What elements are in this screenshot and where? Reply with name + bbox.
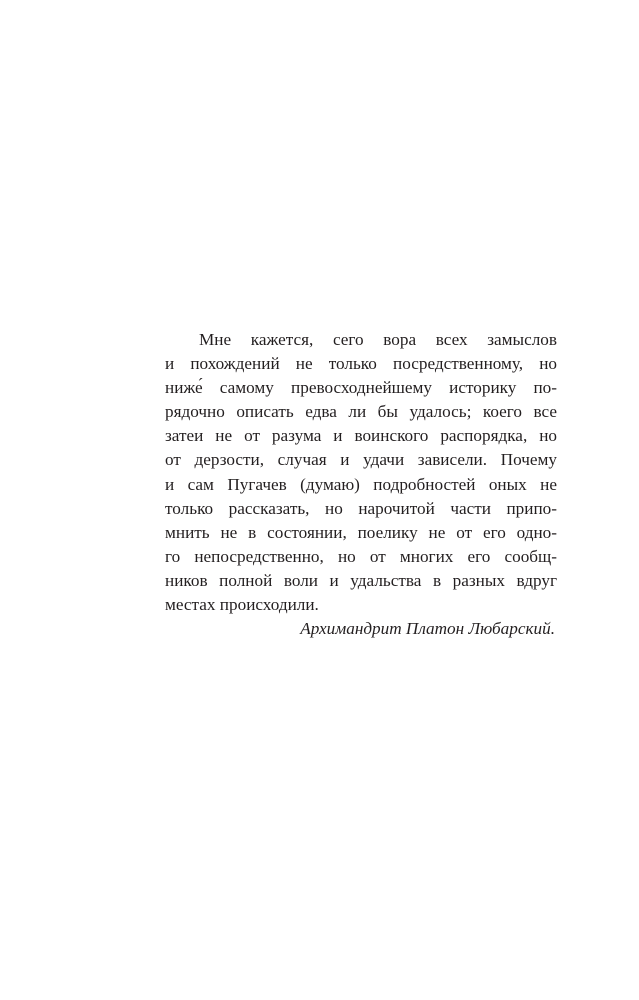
epigraph-line: только рассказать, но нарочитой части припо-	[165, 498, 557, 518]
epigraph-line: и сам Пугачев (думаю) подробностей оных не	[165, 474, 557, 494]
epigraph-line: го непосредственно, но от многих его сообщ-	[165, 546, 557, 566]
epigraph-text	[165, 328, 557, 617]
epigraph	[165, 328, 557, 641]
epigraph-line: ниже́ самому превосходнейшему историку по-	[165, 378, 557, 398]
epigraph-line: и похождений не только посредственному, но	[165, 354, 557, 374]
epigraph-line: местах происходили.	[165, 595, 319, 615]
epigraph-line: от дерзости, случая и удачи зависели. Почему	[165, 450, 557, 470]
epigraph-line: Мне кажется, сего вора всех замыслов	[199, 330, 557, 349]
epigraph-line: ников полной воли и удальства в разных вдруг	[165, 570, 557, 590]
epigraph-attribution: Архимандрит Платон Любарский.	[300, 619, 555, 639]
epigraph-line: затеи не от разума и воинского распорядка, но	[165, 426, 557, 446]
epigraph-line: мнить не в состоянии, поелику не от его одно-	[165, 522, 557, 542]
epigraph-line: рядочно описать едва ли бы удалось; коего все	[165, 402, 557, 422]
